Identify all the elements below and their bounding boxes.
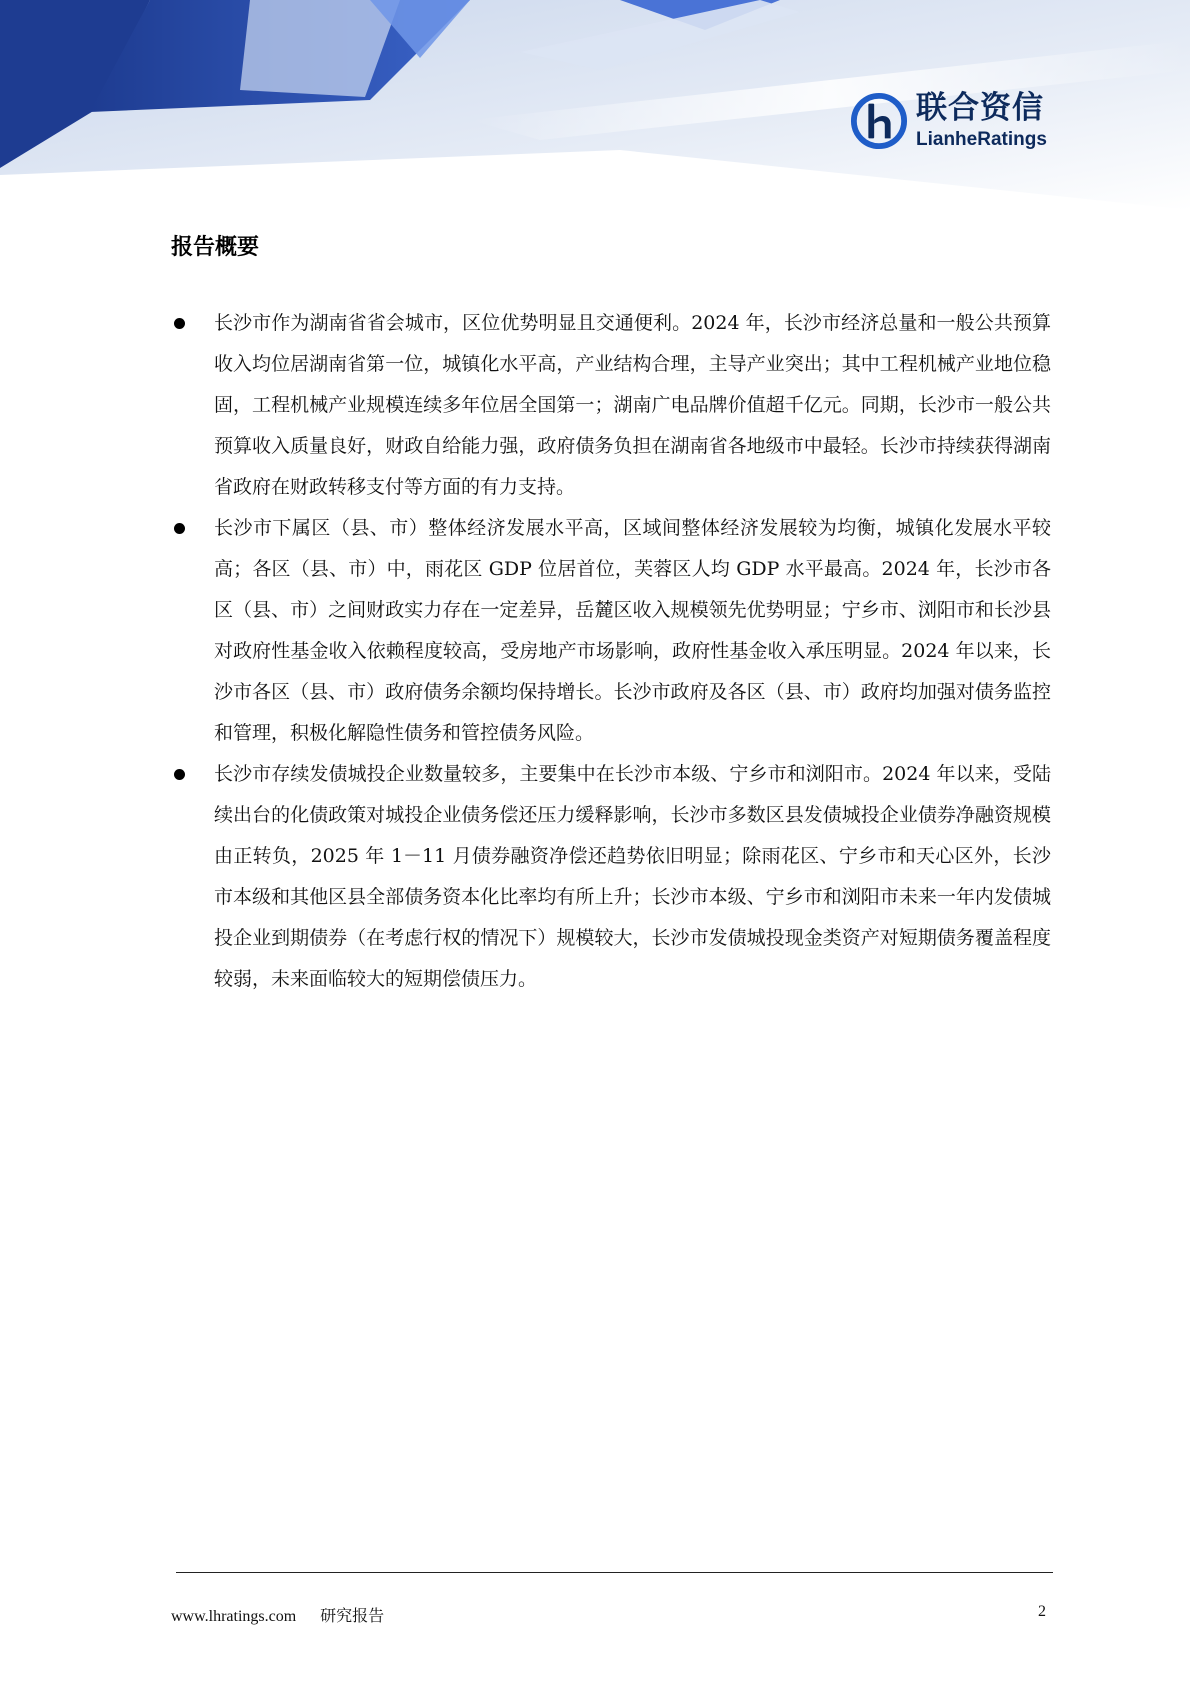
bullet-icon xyxy=(174,769,185,780)
section-title: 报告概要 xyxy=(171,235,260,260)
summary-point xyxy=(171,754,1051,1000)
summary-point xyxy=(171,508,1051,754)
footer-website-link[interactable]: www.lhratings.com xyxy=(171,1608,297,1625)
footer-info xyxy=(171,1603,384,1626)
bullet-icon xyxy=(174,318,185,329)
summary-point-text: 长沙市作为湖南省省会城市，区位优势明显且交通便利。2024 年，长沙市经济总量和一般公共预算收入均位居湖南省第一位，城镇化水平高，产业结构合理，主导产业突出；其中工程机械产业地位稳固，工程机械产业规模连续多年位居全国第一；湖南广电品牌价值超千亿元。同期，长沙市一般公共预算收入质量良好，财政自给能力强，政府债务负担在湖南省各地级市中最轻。长沙市持续获得湖南省政府在财政转移支付等方面的有力支持。 xyxy=(214,312,1051,498)
summary-point-text: 长沙市下属区（县、市）整体经济发展水平高，区域间整体经济发展较为均衡，城镇化发展水平较高；各区（县、市）中，雨花区 GDP 位居首位，芙蓉区人均 GDP 水平最高。2024 年，长沙市各区（县、市）之间财政实力存在一定差异，岳麓区收入规模领先优势明显；宁乡市、浏阳市和长沙县对政府性基金收入依赖程度较高，受房地产市场影响，政府性基金收入承压明显。2024 年以来，长沙市各区（县、市）政府债务余额均保持增长。长沙市政府及各区（县、市）政府均加强对债务监控和管理，积极化解隐性债务和管控债务风险。 xyxy=(214,517,1051,744)
page-number: 2 xyxy=(1038,1603,1046,1620)
brand-logo xyxy=(850,92,1047,150)
brand-name-cn: 联合资信 xyxy=(916,90,1044,126)
brand-name-en: LianheRatings xyxy=(916,129,1047,150)
lianhe-logo-icon xyxy=(850,92,908,150)
bullet-icon xyxy=(174,523,185,534)
summary-point-text: 长沙市存续发债城投企业数量较多，主要集中在长沙市本级、宁乡市和浏阳市。2024 年以来，受陆续出台的化债政策对城投企业债务偿还压力缓释影响，长沙市多数区县发债城投企业债券净融资规模由正转负，2025 年 1－11 月债券融资净偿还趋势依旧明显；除雨花区、宁乡市和天心区外，长沙市本级和其他区县全部债务资本化比率均有所上升；长沙市本级、宁乡市和浏阳市未来一年内发债城投企业到期债券（在考虑行权的情况下）规模较大，长沙市发债城投现金类资产对短期债务覆盖程度较弱，未来面临较大的短期偿债压力。 xyxy=(214,763,1051,990)
footer-doc-type: 研究报告 xyxy=(320,1608,385,1625)
summary-list xyxy=(171,303,1051,1000)
summary-point xyxy=(171,303,1051,508)
footer-divider xyxy=(176,1572,1053,1573)
